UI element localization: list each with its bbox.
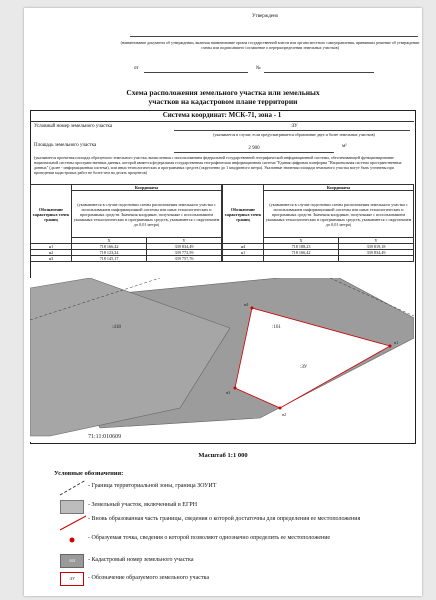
legend-title: Условные обозначения: — [54, 470, 124, 477]
point-marker — [234, 387, 237, 390]
plot-area-value: 2 900 — [248, 146, 260, 151]
plot-area-note: (указывается проектная площадь образуемого земельного участка, вычисленная с использованием федеральной государственной географической информационной системы, обеспечивающей функционирование национальной системы пространственных данных, которой является федеральная государственная географическая информационная система "Единая цифровая платформа "Национальная система пространственных данных" (далее - информационная система), или иных технологических и программных средств (округленно до 1 квадратного метра). Указанные значения площади земельного участка могут быть уточнены при проведении кадастровых работ не более чем на десять процентов) — [34, 155, 402, 175]
new-parcel-label: :ЗУ — [300, 365, 308, 370]
approved-label: Утверждено — [252, 14, 279, 19]
point-marker — [251, 307, 254, 310]
authority-caption: (наименование документа об утверждении, включая наименование органа государственной власти или органа местного самоуправления, принявших решение об утверждении схемы или подписавшего соглашение о перераспределении земельных участков) — [120, 40, 420, 50]
legend-item-cadastral-number: - Кадастровый номер земельного участка — [88, 557, 194, 563]
plot-number-line — [174, 130, 410, 131]
plot-area-line — [174, 152, 334, 153]
point-id: н1 — [223, 250, 264, 256]
cadastral-map — [30, 278, 414, 442]
coordinates-table-left — [30, 184, 222, 262]
cadastral-number-swatch: :161 — [60, 554, 84, 568]
table-row — [223, 256, 414, 262]
cadastral-block-label: 71:11:010609 — [88, 434, 122, 440]
new-boundary-swatch — [60, 514, 86, 532]
y-value: 339 819,18 — [339, 244, 414, 250]
point-id: н1 — [31, 244, 72, 250]
new-parcel-designation-swatch: :ЗУ — [60, 572, 84, 586]
x-value: 718 166,42 — [72, 244, 147, 250]
x-value: 718 166,42 — [264, 250, 339, 256]
point-header: Обозначение характерных точек границ — [31, 185, 72, 244]
plot-number-label: Условный номер земельного участка — [34, 124, 113, 129]
title-line-1: Схема расположения земельного участка или земельных — [126, 88, 320, 97]
coordinate-system: Система координат: МСК-71, зона - 1 — [30, 110, 414, 122]
plot-area-label: Площадь земельного участка — [34, 143, 97, 148]
point-id: н3 — [31, 256, 72, 262]
legend-item-new-boundary: - Вновь образованная часть границы, сведения о которой достаточны для определения ее местоположения — [88, 516, 361, 522]
document-title — [24, 88, 422, 106]
legend-item-new-parcel: - Обозначение образуемого земельного участка — [88, 575, 210, 581]
x-value: 718 145,17 — [72, 256, 147, 262]
plot-area-unit: м² — [342, 144, 347, 149]
coords-header: Координаты — [264, 185, 414, 191]
y-header: Y — [147, 238, 222, 244]
authority-line — [130, 36, 418, 37]
point-marker — [389, 345, 392, 348]
title-line-2: участков на кадастровом плане территории — [148, 97, 298, 106]
table-row — [31, 256, 222, 262]
number-line — [264, 72, 374, 73]
x-value: 718 188,23 — [264, 244, 339, 250]
point-n3-label: н3 — [226, 390, 231, 395]
y-value: 339 834,49 — [147, 244, 222, 250]
document-sheet — [24, 8, 422, 596]
x-value: 718 123,24 — [72, 250, 147, 256]
point-header: Обозначение характерных точек границ — [223, 185, 264, 244]
plot-number-caption: (указывается в случае, если предусматривается образование двух и более земельных участков) — [213, 132, 375, 137]
point-id: н4 — [223, 244, 264, 250]
y-value: 339 773,59 — [147, 250, 222, 256]
parcel-161-label: :161 — [272, 325, 281, 330]
coordinates-table-right — [222, 184, 414, 262]
point-n1-label: н1 — [394, 340, 399, 345]
coords-header: Координаты — [72, 185, 222, 191]
y-value: 339 757,76 — [147, 256, 222, 262]
parcel-418-label: :418 — [112, 325, 121, 330]
date-line — [144, 72, 248, 73]
x-header: X — [72, 238, 147, 244]
point-id: н2 — [31, 250, 72, 256]
point-marker — [279, 407, 282, 410]
legend-item-new-point: - Образуемая точка, сведения о которой позволяют однозначно определить ее местоположение — [88, 535, 331, 541]
new-point-swatch — [68, 536, 76, 544]
plot-number-value: :ЗУ — [290, 124, 298, 129]
point-n4-label: н4 — [244, 302, 249, 307]
from-label: от — [134, 66, 139, 71]
legend-item-zone: - Граница территориальной зоны, граница ЗОУИТ — [88, 483, 217, 489]
number-label: № — [256, 66, 261, 71]
y-value: 339 834,49 — [339, 250, 414, 256]
point-n2-label: н2 — [282, 412, 287, 417]
coords-caption: (указываются в случае подготовки схемы расположения земельного участка с использованием информационной системы или иных технологических и программных средств. Значения координат, полученные с использованием указанных технологических и программных средств, указываются с округлением до 0,01 метра) — [72, 191, 222, 238]
x-header: X — [264, 238, 339, 244]
registered-parcel-swatch — [60, 500, 84, 514]
y-header: Y — [339, 238, 414, 244]
map-scale: Масштаб 1:1 000 — [198, 452, 248, 459]
coords-caption: (указываются в случае подготовки схемы расположения земельного участка с использованием информационной системы или иных технологических и программных средств. Значения координат, полученные с использованием указанных технологических и программных средств, указываются с округлением до 0,01 метра) — [264, 191, 414, 238]
zone-boundary-swatch — [60, 480, 86, 496]
legend-item-registered: - Земельный участок, включенный в ЕГРН — [88, 502, 198, 508]
